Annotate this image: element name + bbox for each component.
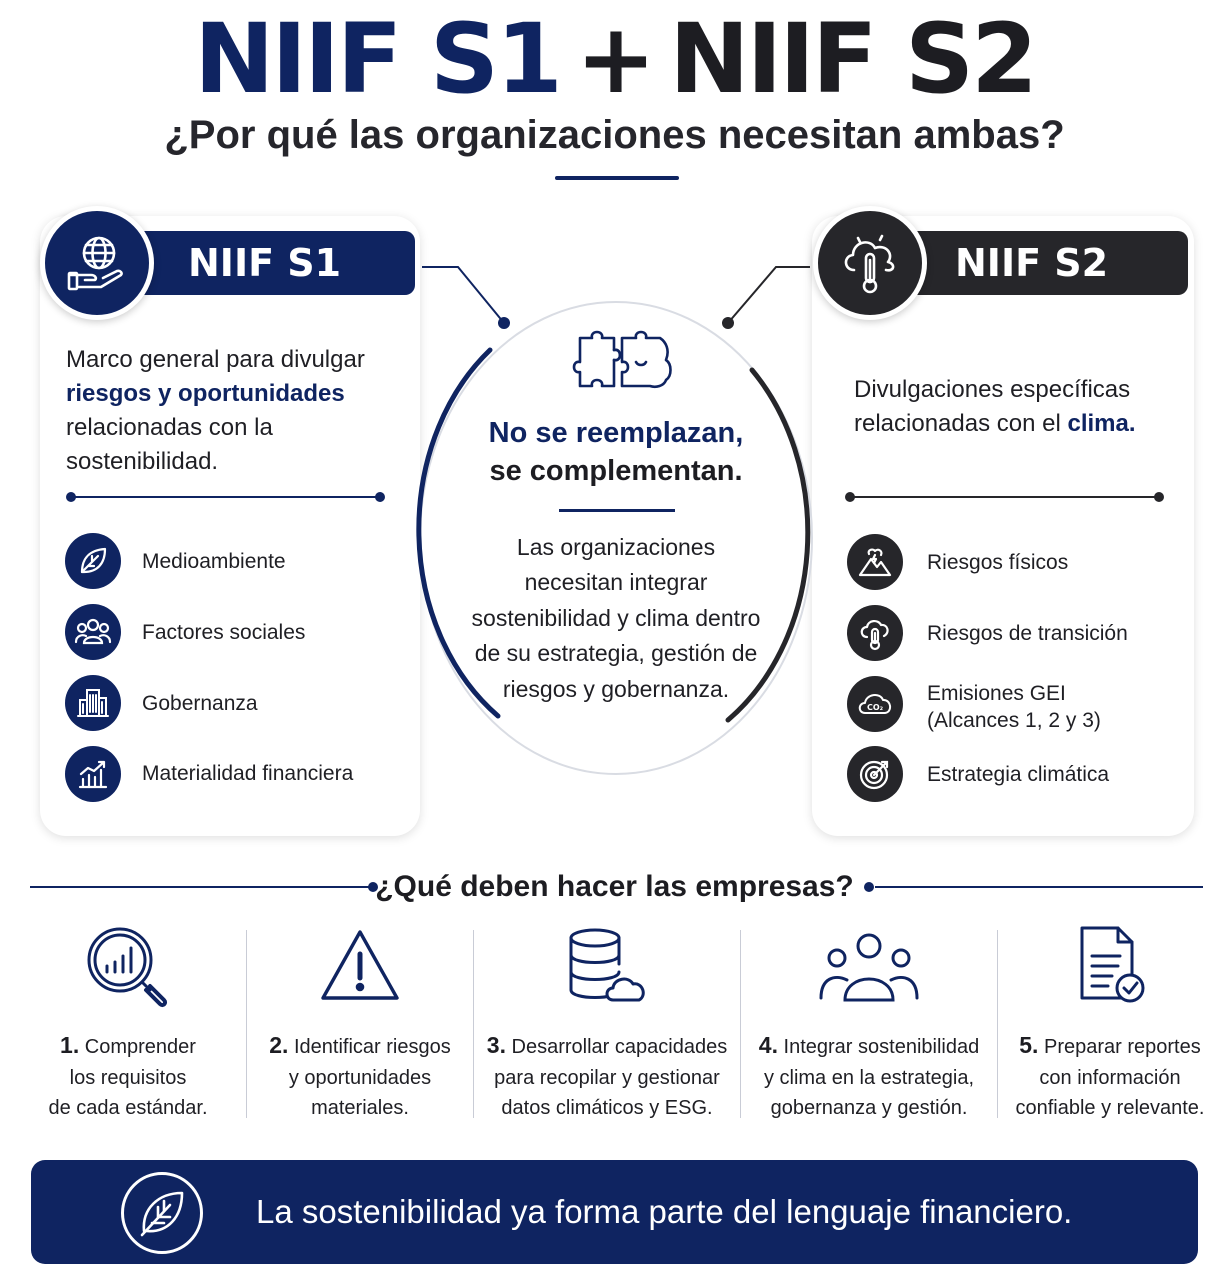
divider-dot	[66, 492, 76, 502]
puzzle-icon	[566, 326, 674, 401]
center-text: Las organizaciones necesitan integrar sostenibilidad y clima dentro de su estrategia, gestión de riesgos y gobernanza.	[471, 534, 761, 702]
main-title	[0, 4, 1229, 114]
magnifier-chart-icon	[80, 920, 176, 1021]
globe-hand-icon	[40, 206, 154, 320]
niif-s1-desc-highlight: riesgos y oportunidades	[66, 380, 345, 407]
target-icon	[847, 746, 903, 802]
step-label: 1. Comprender los requisitos de cada estándar.	[48, 1032, 208, 1119]
mountain-storm-icon	[847, 534, 903, 590]
feature-label: Riesgos físicos	[927, 551, 1069, 574]
feature-label: Materialidad financiera	[142, 762, 354, 785]
step-4	[741, 920, 997, 1120]
cloud-thermometer-icon	[813, 206, 927, 320]
niif-s1-divider	[70, 496, 380, 498]
step-label: 2. Identificar riesgos y oportunidades materiales.	[269, 1032, 451, 1119]
center-divider	[559, 509, 675, 512]
step-label: 3. Desarrollar capacidades para recopilar y gestionar datos climáticos y ESG.	[486, 1032, 728, 1119]
section-title: ¿Qué deben hacer las empresas?	[375, 870, 854, 903]
niif-s2-banner: NIIF S2	[915, 231, 1188, 295]
center-heading	[460, 414, 772, 490]
team-icon	[815, 920, 923, 1011]
divider-dot	[375, 492, 385, 502]
step-label: 4. Integrar sostenibilidad y clima en la estrategia, gobernanza y gestión.	[758, 1032, 980, 1119]
step-label: 5. Preparar reportes con información confiable y relevante.	[1015, 1032, 1205, 1119]
people-icon	[65, 604, 121, 660]
document-check-icon	[1068, 920, 1152, 1015]
building-icon	[65, 675, 121, 731]
thermometer-icon	[847, 605, 903, 661]
title-niif-s2: NIIF S2	[669, 3, 1035, 115]
niif-s1-description: Marco general para divulgar riesgos y oportunidades relacionadas con la sostenibilidad.	[66, 346, 365, 475]
step-1	[10, 920, 246, 1120]
feature-label: Medioambiente	[142, 550, 286, 573]
title-plus: +	[575, 3, 654, 115]
step-2	[247, 920, 473, 1120]
niif-s1-banner: NIIF S1	[140, 231, 415, 295]
warning-icon	[315, 920, 405, 1015]
niif-s2-description: Divulgaciones específicas relacionadas con el clima.	[854, 376, 1136, 437]
svg-text:CO₂: CO₂	[867, 703, 884, 712]
feature-label: Gobernanza	[142, 692, 258, 715]
divider-dot	[1154, 492, 1164, 502]
niif-s2-desc-highlight: clima.	[1067, 410, 1136, 437]
title-niif-s1: NIIF S1	[194, 3, 560, 115]
subtitle: ¿Por qué las organizaciones necesitan ambas?	[164, 113, 1065, 157]
co2-cloud-icon	[847, 676, 903, 732]
growth-chart-icon	[65, 746, 121, 802]
niif-s2-divider	[849, 496, 1159, 498]
leaf-icon	[65, 533, 121, 589]
title-divider	[555, 176, 679, 180]
feature-label-secondary: (Alcances 1, 2 y 3)	[927, 709, 1101, 732]
leaf-icon	[121, 1172, 203, 1254]
step-3	[474, 920, 740, 1120]
feature-label: Factores sociales	[142, 621, 306, 644]
feature-label: Emisiones GEI	[927, 682, 1066, 705]
center-heading-line1: No se reemplazan,	[488, 417, 744, 449]
feature-label: Riesgos de transición	[927, 622, 1128, 645]
center-heading-line2: se complementan.	[489, 455, 743, 487]
database-cloud-icon	[561, 920, 653, 1017]
divider-dot	[845, 492, 855, 502]
feature-label: Estrategia climática	[927, 763, 1110, 786]
footer-text: La sostenibilidad ya forma parte del lenguaje financiero.	[256, 1193, 1073, 1230]
step-5	[998, 920, 1222, 1120]
